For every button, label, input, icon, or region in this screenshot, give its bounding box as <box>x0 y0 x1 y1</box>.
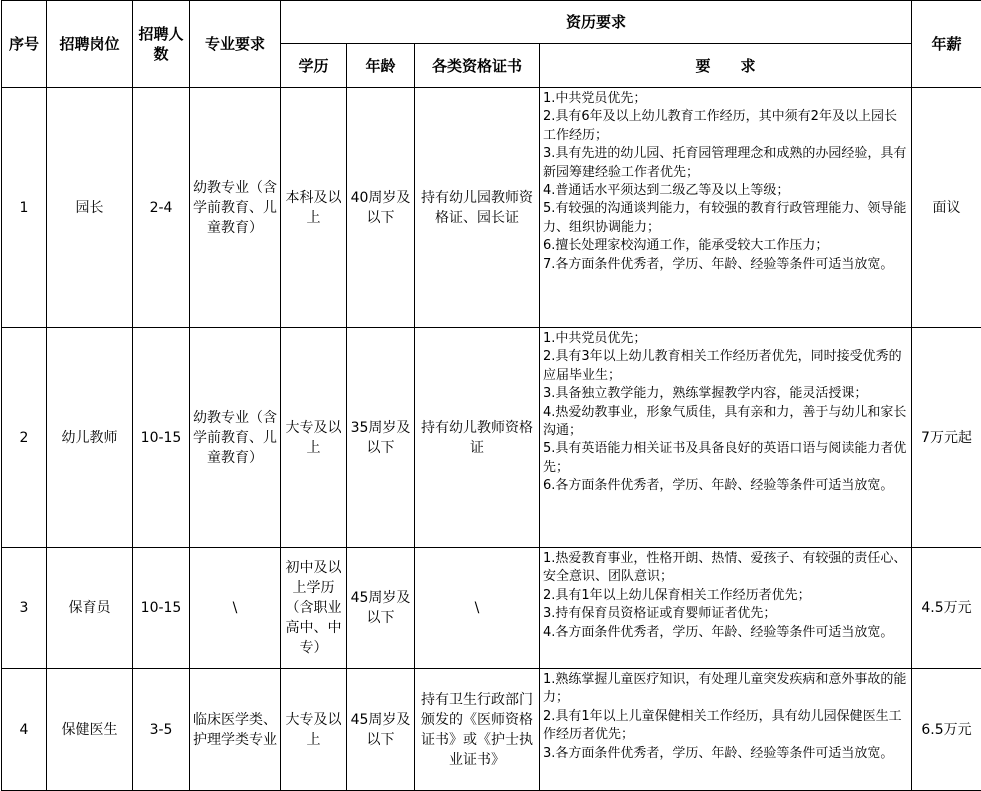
cell-seq: 2 <box>2 328 47 548</box>
table-row <box>2 669 981 791</box>
requirement-item: 3.各方面条件优秀者，学历、年龄、经验等条件可适当放宽。 <box>543 745 908 763</box>
requirement-item: 5.具有英语能力相关证书及具备良好的英语口语与阅读能力者优先； <box>543 440 908 477</box>
requirement-item: 2.具有1年以上幼儿保育相关工作经历者优先； <box>543 587 908 605</box>
header-position: 招聘岗位 <box>47 1 133 88</box>
cell-requirements <box>540 88 912 328</box>
header-requirements: 要 求 <box>540 44 912 88</box>
cell-requirements <box>540 328 912 548</box>
requirement-item: 3.持有保育员资格证或育婴师证者优先； <box>543 605 908 623</box>
header-education: 学历 <box>281 44 347 88</box>
cell-age: 45周岁及以下 <box>347 548 415 669</box>
cell-certificates: 持有幼儿教师资格证 <box>415 328 540 548</box>
cell-seq: 4 <box>2 669 47 791</box>
requirement-item: 6.各方面条件优秀者，学历、年龄、经验等条件可适当放宽。 <box>543 477 908 495</box>
cell-major: 幼教专业（含学前教育、儿童教育） <box>190 328 281 548</box>
requirement-item: 3.具有先进的幼儿园、托育园管理理念和成熟的办园经验，具有新园筹建经验工作者优先； <box>543 145 908 182</box>
cell-salary: 面议 <box>912 88 981 328</box>
cell-major: \ <box>190 548 281 669</box>
cell-position: 保健医生 <box>47 669 133 791</box>
requirement-item: 4.普通话水平须达到二级乙等及以上等级； <box>543 182 908 200</box>
requirement-item: 4.各方面条件优秀者，学历、年龄、经验等条件可适当放宽。 <box>543 624 908 642</box>
recruitment-table <box>1 0 981 791</box>
cell-age: 45周岁及以下 <box>347 669 415 791</box>
cell-salary: 4.5万元 <box>912 548 981 669</box>
requirement-item: 2.具有1年以上儿童保健相关工作经历，具有幼儿园保健医生工作经历者优先； <box>543 708 908 745</box>
cell-certificates: 持有卫生行政部门颁发的《医师资格证书》或《护士执业证书》 <box>415 669 540 791</box>
cell-salary: 7万元起 <box>912 328 981 548</box>
requirement-item: 1.熟练掌握儿童医疗知识，有处理儿童突发疾病和意外事故的能力； <box>543 671 908 708</box>
requirement-item: 2.具有6年及以上幼儿教育工作经历，其中须有2年及以上园长工作经历； <box>543 108 908 145</box>
cell-position: 幼儿教师 <box>47 328 133 548</box>
cell-education: 本科及以上 <box>281 88 347 328</box>
cell-certificates: 持有幼儿园教师资格证、园长证 <box>415 88 540 328</box>
header-major: 专业要求 <box>190 1 281 88</box>
requirement-item: 7.各方面条件优秀者，学历、年龄、经验等条件可适当放宽。 <box>543 256 908 274</box>
cell-requirements <box>540 669 912 791</box>
cell-education: 大专及以上 <box>281 669 347 791</box>
cell-salary: 6.5万元 <box>912 669 981 791</box>
cell-education: 初中及以上学历（含职业高中、中专） <box>281 548 347 669</box>
requirement-item: 1.热爱教育事业，性格开朗、热情、爱孩子、有较强的责任心、安全意识、团队意识； <box>543 550 908 587</box>
requirement-item: 2.具有3年以上幼儿教育相关工作经历者优先，同时接受优秀的应届毕业生； <box>543 348 908 385</box>
cell-position: 保育员 <box>47 548 133 669</box>
header-headcount: 招聘人数 <box>133 1 190 88</box>
header-qualification-group: 资历要求 <box>281 1 912 44</box>
requirement-item: 5.有较强的沟通谈判能力，有较强的教育行政管理能力、领导能力、组织协调能力； <box>543 200 908 237</box>
header-salary: 年薪 <box>912 1 981 88</box>
cell-education: 大专及以上 <box>281 328 347 548</box>
cell-headcount: 3-5 <box>133 669 190 791</box>
cell-major: 临床医学类、护理学类专业 <box>190 669 281 791</box>
header-seq: 序号 <box>2 1 47 88</box>
requirement-item: 1.中共党员优先； <box>543 90 908 108</box>
cell-seq: 3 <box>2 548 47 669</box>
requirement-item: 6.擅长处理家校沟通工作，能承受较大工作压力； <box>543 237 908 255</box>
header-certificates: 各类资格证书 <box>415 44 540 88</box>
cell-age: 35周岁及以下 <box>347 328 415 548</box>
table-row <box>2 548 981 669</box>
cell-headcount: 2-4 <box>133 88 190 328</box>
cell-headcount: 10-15 <box>133 328 190 548</box>
header-age: 年龄 <box>347 44 415 88</box>
cell-certificates: \ <box>415 548 540 669</box>
requirement-item: 1.中共党员优先； <box>543 330 908 348</box>
table-row <box>2 88 981 328</box>
requirement-item: 3.具备独立教学能力，熟练掌握教学内容，能灵活授课； <box>543 385 908 403</box>
cell-position: 园长 <box>47 88 133 328</box>
cell-seq: 1 <box>2 88 47 328</box>
requirement-item: 4.热爱幼教事业，形象气质佳，具有亲和力，善于与幼儿和家长沟通； <box>543 404 908 441</box>
cell-major: 幼教专业（含学前教育、儿童教育） <box>190 88 281 328</box>
table-row <box>2 328 981 548</box>
cell-requirements <box>540 548 912 669</box>
cell-headcount: 10-15 <box>133 548 190 669</box>
cell-age: 40周岁及以下 <box>347 88 415 328</box>
